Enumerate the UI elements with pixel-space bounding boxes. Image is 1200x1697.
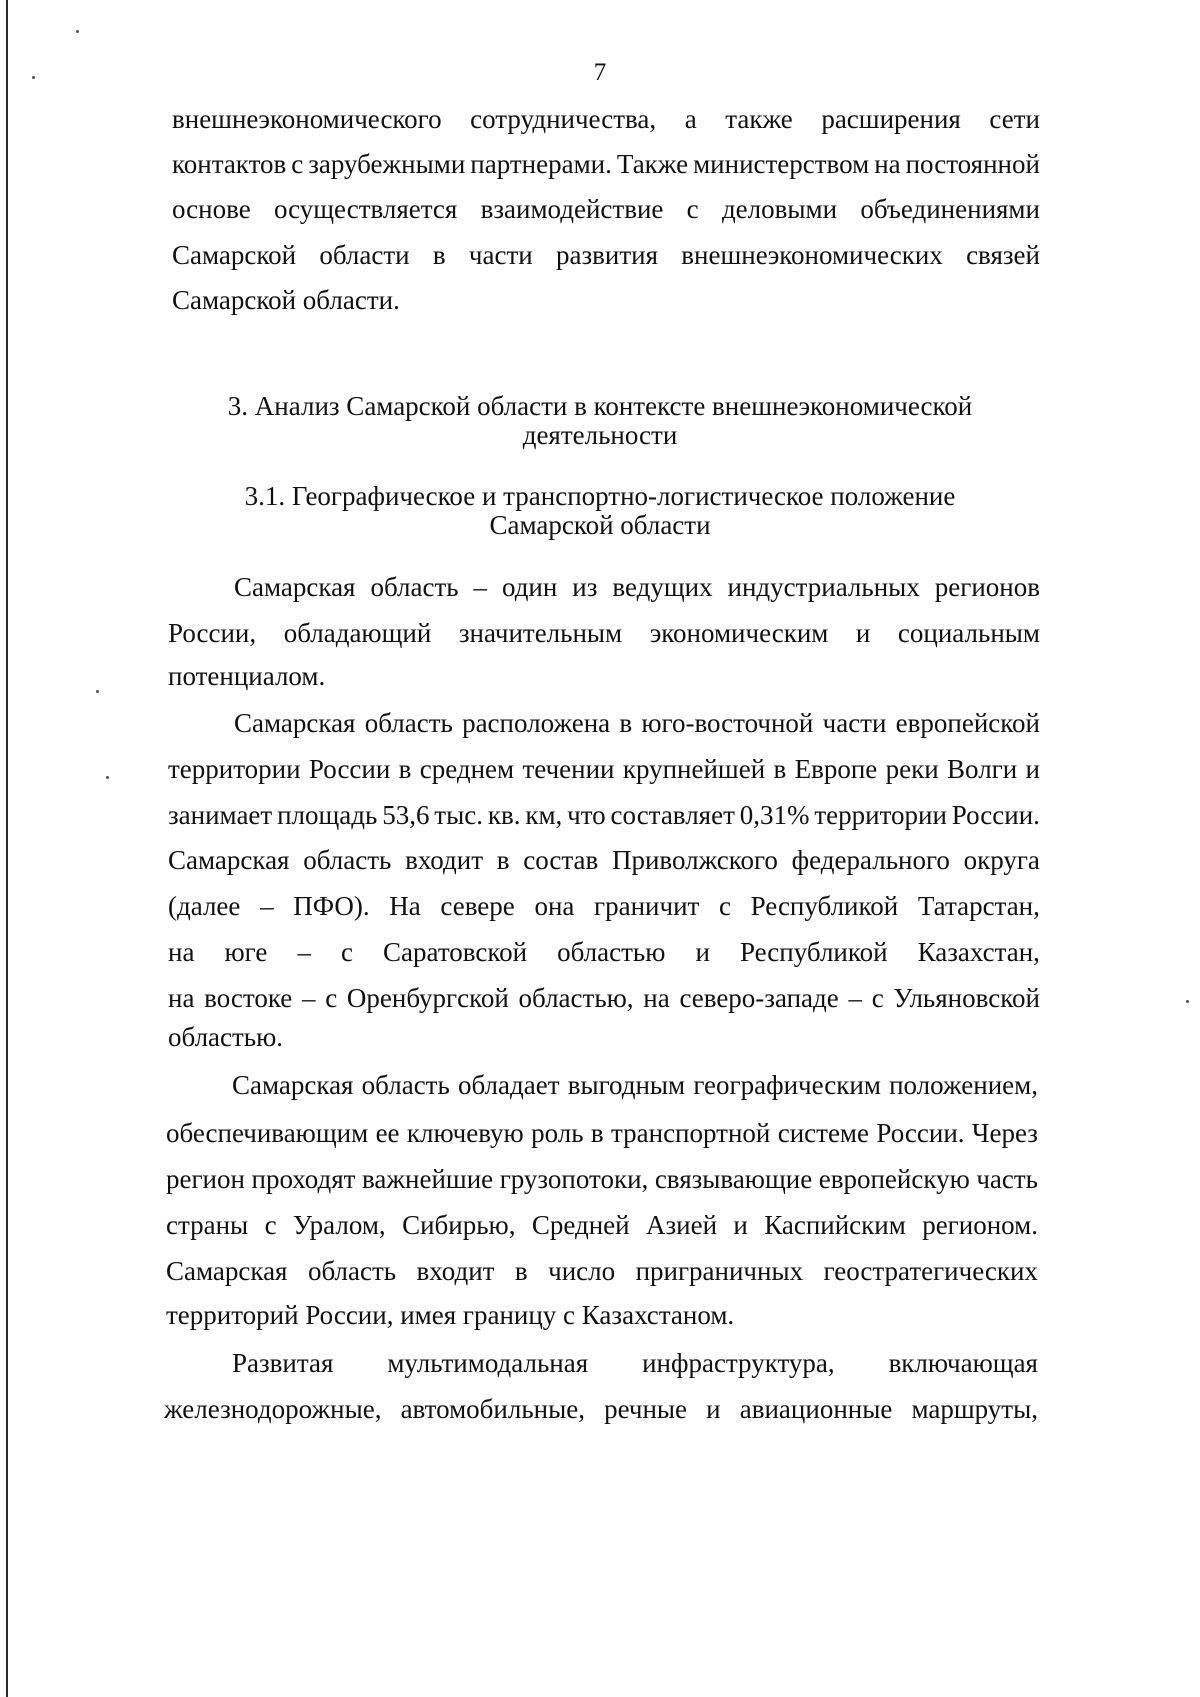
word: юге bbox=[224, 937, 268, 967]
word: Самарской bbox=[172, 240, 297, 270]
word: и bbox=[706, 1394, 721, 1424]
word: внешнеэкономического bbox=[172, 104, 442, 134]
paragraph-line bbox=[168, 616, 1040, 650]
word: и bbox=[1025, 754, 1040, 784]
word: в bbox=[619, 708, 633, 738]
word: входит bbox=[416, 1256, 495, 1286]
word: проходят bbox=[251, 1164, 356, 1194]
paragraph-line: потенциалом. bbox=[168, 661, 326, 691]
word: Развитая bbox=[232, 1348, 334, 1378]
word: ПФО). bbox=[293, 891, 370, 921]
word: Средней bbox=[531, 1210, 630, 1240]
word: Самарская bbox=[234, 708, 356, 738]
section-heading: 3. Анализ Самарской области в контексте внешнеэкономической bbox=[227, 391, 973, 421]
word: с bbox=[291, 149, 304, 179]
word: индустриальных bbox=[727, 572, 920, 602]
word: областью bbox=[557, 937, 666, 967]
paragraph-line bbox=[232, 1068, 1038, 1102]
word: включающая bbox=[888, 1348, 1038, 1378]
word: Приволжского bbox=[611, 845, 778, 875]
word: Самарская bbox=[232, 1070, 354, 1100]
word: транспортной bbox=[611, 1118, 771, 1148]
word: связывающие bbox=[654, 1164, 813, 1194]
word: Республикой bbox=[750, 891, 899, 921]
subsection-heading: Самарской области bbox=[489, 510, 711, 540]
word: она bbox=[534, 891, 575, 921]
scan-speck bbox=[96, 690, 99, 693]
paragraph-line bbox=[166, 1254, 1038, 1288]
paragraph-line: Самарской области. bbox=[172, 285, 400, 315]
word: юго-восточной bbox=[641, 708, 814, 738]
word: (далее bbox=[168, 891, 241, 921]
word: севере bbox=[440, 891, 515, 921]
word: Европе bbox=[794, 754, 878, 784]
word: область bbox=[307, 1256, 397, 1286]
word: – bbox=[260, 891, 274, 921]
word: с bbox=[341, 937, 353, 967]
word: область bbox=[361, 1070, 450, 1100]
word: на bbox=[643, 983, 670, 1013]
word: Самарская bbox=[234, 572, 356, 602]
word: граничит bbox=[594, 891, 700, 921]
word: приграничных bbox=[635, 1256, 804, 1286]
paragraph-line bbox=[168, 843, 1040, 877]
word: России. bbox=[951, 800, 1040, 830]
word: Уралом, bbox=[292, 1210, 386, 1240]
paragraph-line bbox=[164, 1392, 1038, 1426]
paragraph-line bbox=[168, 889, 1040, 923]
word: Саратовской bbox=[383, 937, 528, 967]
word: обладает bbox=[457, 1070, 560, 1100]
word: выгодным bbox=[567, 1070, 686, 1100]
word: Самарская bbox=[168, 845, 290, 875]
word: среднем bbox=[419, 754, 515, 784]
word: реки bbox=[885, 754, 939, 784]
word: развития bbox=[556, 240, 659, 270]
word: регионом. bbox=[922, 1210, 1038, 1240]
word: Также bbox=[616, 149, 689, 179]
word: Казахстан, bbox=[917, 937, 1040, 967]
paragraph-line bbox=[232, 1346, 1038, 1380]
section-heading: деятельности bbox=[522, 420, 678, 450]
paragraph-line bbox=[172, 238, 1040, 272]
paragraph-line bbox=[168, 981, 1040, 1015]
word: ее bbox=[375, 1118, 400, 1148]
word: Волги bbox=[947, 754, 1018, 784]
word: Татарстан, bbox=[917, 891, 1040, 921]
word: важнейшие bbox=[362, 1164, 494, 1194]
word: обладающий bbox=[283, 618, 432, 648]
subsection-heading: 3.1. Географическое и транспортно-логистическое положение bbox=[244, 481, 956, 511]
paragraph-line bbox=[234, 706, 1040, 740]
word: маршруты, bbox=[911, 1394, 1038, 1424]
word: область bbox=[364, 708, 453, 738]
word: объединениями bbox=[860, 194, 1040, 224]
word: с bbox=[264, 1210, 277, 1240]
word: территории bbox=[814, 800, 947, 830]
word: партнерами. bbox=[470, 149, 612, 179]
word: с bbox=[686, 194, 699, 224]
word: в bbox=[773, 754, 787, 784]
word: министерством bbox=[693, 149, 870, 179]
word: федерального bbox=[791, 845, 950, 875]
paragraph-line bbox=[172, 147, 1040, 181]
word: область bbox=[303, 845, 392, 875]
scan-speck bbox=[106, 776, 109, 779]
word: расположена bbox=[462, 708, 611, 738]
paragraph-line bbox=[172, 102, 1040, 136]
word: а bbox=[684, 104, 697, 134]
word: и bbox=[733, 1210, 748, 1240]
word: зарубежными bbox=[308, 149, 466, 179]
word: взаимодействие bbox=[480, 194, 664, 224]
page-number: 7 bbox=[593, 59, 607, 86]
word: – bbox=[473, 572, 488, 602]
word: площадь bbox=[277, 800, 378, 830]
word: расширения bbox=[821, 104, 961, 134]
word: – bbox=[297, 937, 311, 967]
word: северо-западе bbox=[679, 983, 839, 1013]
word: занимает bbox=[168, 800, 273, 830]
paragraph-line bbox=[168, 752, 1040, 786]
word: в bbox=[496, 845, 510, 875]
word: авиационные bbox=[739, 1394, 893, 1424]
word: социальным bbox=[897, 618, 1040, 648]
paragraph-line bbox=[168, 798, 1040, 832]
word: км, bbox=[525, 800, 563, 830]
word: составляет bbox=[610, 800, 735, 830]
word: России bbox=[308, 754, 391, 784]
word: из bbox=[572, 572, 598, 602]
paragraph-line: областью. bbox=[168, 1022, 284, 1052]
word: области bbox=[319, 240, 410, 270]
word: Азией bbox=[645, 1210, 718, 1240]
word: постоянной bbox=[905, 149, 1040, 179]
word: также bbox=[725, 104, 793, 134]
word: в bbox=[432, 240, 446, 270]
word: положением, bbox=[889, 1070, 1038, 1100]
word: Самарская bbox=[166, 1256, 288, 1286]
word: число bbox=[548, 1256, 616, 1286]
word: часть bbox=[976, 1164, 1038, 1194]
word: 53,6 bbox=[382, 800, 430, 830]
word: деловыми bbox=[721, 194, 838, 224]
word: основе bbox=[172, 194, 251, 224]
paragraph-line bbox=[234, 570, 1040, 604]
word: экономическим bbox=[649, 618, 829, 648]
word: речные bbox=[604, 1394, 688, 1424]
word: с bbox=[325, 983, 338, 1013]
paragraph-line: территорий России, имея границу с Казахстаном. bbox=[166, 1300, 735, 1330]
word: части bbox=[468, 240, 533, 270]
word: России, bbox=[168, 618, 257, 648]
word: входит bbox=[405, 845, 484, 875]
word: контактов bbox=[172, 149, 287, 179]
word: на bbox=[874, 149, 901, 179]
scan-speck bbox=[76, 30, 79, 33]
paragraph-line bbox=[166, 1116, 1038, 1150]
word: автомобильные, bbox=[400, 1394, 585, 1424]
word: мультимодальная bbox=[387, 1348, 589, 1378]
paragraph-line bbox=[168, 935, 1040, 969]
word: крупнейшей bbox=[622, 754, 766, 784]
word: сети bbox=[989, 104, 1040, 134]
word: ведущих bbox=[612, 572, 713, 602]
scan-left-border bbox=[6, 0, 8, 1697]
word: Республикой bbox=[739, 937, 888, 967]
word: в bbox=[590, 1118, 604, 1148]
paragraph-line bbox=[166, 1162, 1038, 1196]
paragraph-line bbox=[166, 1208, 1038, 1242]
word: что bbox=[567, 800, 606, 830]
word: – bbox=[301, 983, 316, 1013]
word: страны bbox=[166, 1210, 249, 1240]
word: тыс. bbox=[434, 800, 483, 830]
word: в bbox=[398, 754, 412, 784]
word: обеспечивающим bbox=[166, 1118, 369, 1148]
word: и bbox=[695, 937, 710, 967]
paragraph-line bbox=[172, 192, 1040, 226]
word: регионов bbox=[934, 572, 1040, 602]
word: кв. bbox=[487, 800, 521, 830]
word: ключевую bbox=[406, 1118, 524, 1148]
word: область bbox=[370, 572, 459, 602]
word: связей bbox=[966, 240, 1040, 270]
word: осуществляется bbox=[273, 194, 458, 224]
word: Ульяновской bbox=[893, 983, 1040, 1013]
word: с bbox=[718, 891, 731, 921]
word: регион bbox=[166, 1164, 245, 1194]
word: геостратегических bbox=[823, 1256, 1038, 1286]
word: Оренбургской bbox=[346, 983, 509, 1013]
word: сотрудничества, bbox=[470, 104, 657, 134]
word: Каспийским bbox=[764, 1210, 906, 1240]
word: Сибирью, bbox=[402, 1210, 516, 1240]
word: округа bbox=[963, 845, 1040, 875]
word: – bbox=[848, 983, 862, 1013]
word: части bbox=[822, 708, 887, 738]
word: европейской bbox=[895, 708, 1040, 738]
word: географическим bbox=[693, 1070, 881, 1100]
scan-speck bbox=[1186, 1000, 1189, 1003]
word: течении bbox=[522, 754, 615, 784]
word: на bbox=[168, 983, 195, 1013]
word: состав bbox=[523, 845, 599, 875]
word: значительным bbox=[458, 618, 623, 648]
word: грузопотоки, bbox=[499, 1164, 649, 1194]
word: инфраструктура, bbox=[642, 1348, 835, 1378]
word: внешнеэкономических bbox=[681, 240, 943, 270]
word: системе bbox=[777, 1118, 870, 1148]
word: на bbox=[168, 937, 195, 967]
word: Через bbox=[971, 1118, 1038, 1148]
word: в bbox=[514, 1256, 528, 1286]
word: один bbox=[501, 572, 558, 602]
word: железнодорожные, bbox=[164, 1394, 382, 1424]
word: России. bbox=[876, 1118, 965, 1148]
word: территории bbox=[168, 754, 301, 784]
word: европейскую bbox=[818, 1164, 970, 1194]
word: и bbox=[855, 618, 871, 648]
word: 0,31% bbox=[739, 800, 810, 830]
word: областью, bbox=[518, 983, 634, 1013]
word: роль bbox=[531, 1118, 584, 1148]
word: с bbox=[871, 983, 884, 1013]
word: На bbox=[389, 891, 421, 921]
word: востоке bbox=[204, 983, 293, 1013]
